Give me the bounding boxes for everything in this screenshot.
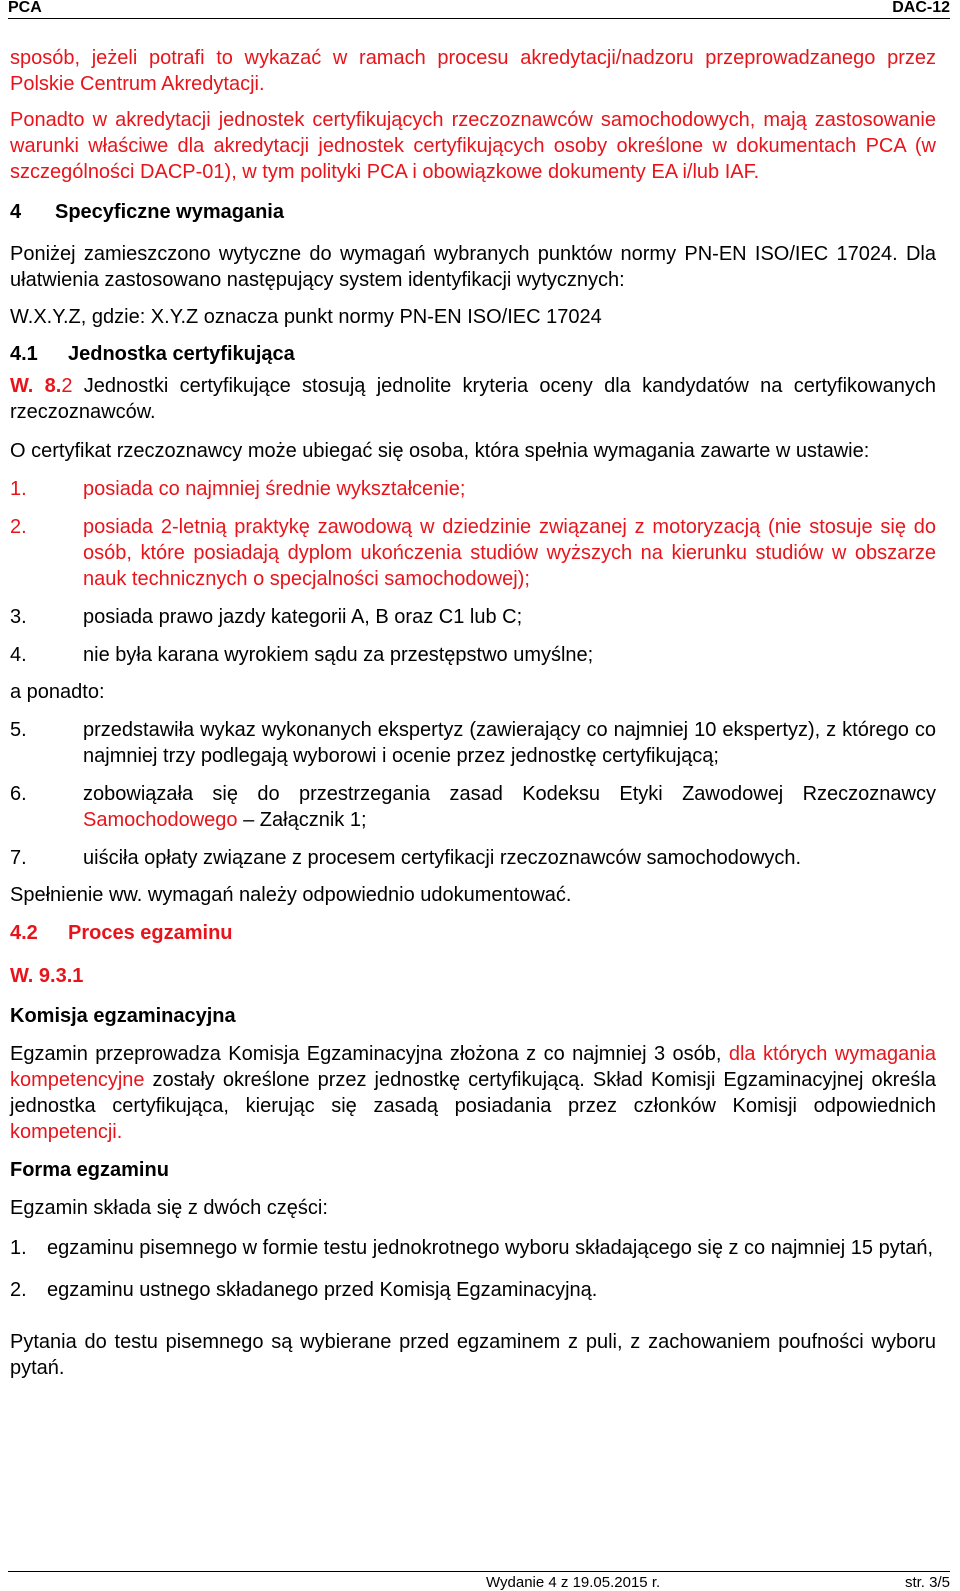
- list-item: 6. zobowiązała się do przestrzegania zasad Kodeksu Etyki Zawodowej Rzeczoznawcy Samochodowego – Załącznik 1;: [10, 783, 936, 831]
- section-title: Proces egzaminu: [68, 922, 233, 944]
- paragraph-documentation: Spełnienie ww. wymagań należy odpowiednio udokumentować.: [10, 884, 572, 906]
- header-doc-code: DAC-12: [892, 0, 950, 16]
- section-title: Specyficzne wymagania: [55, 201, 284, 223]
- paragraph-komisja: Egzamin przeprowadza Komisja Egzaminacyjna złożona z co najmniej 3 osób, dla których wymagania kompetencyjne zostały określone przez jednostkę certyfikującą. Skład Komisji Egzaminacyjnej określa jednostka certyfikująca, kierując się zasadą posiadania przez członków Komisji odpowiednich kompetencji.: [10, 1043, 936, 1143]
- section-number: 4: [10, 201, 22, 223]
- section-number: 4.2: [10, 922, 38, 944]
- header-org: PCA: [8, 0, 42, 16]
- subheading-komisja: Komisja egzaminacyjna: [10, 1005, 236, 1027]
- list-item: 4. nie była karana wyrokiem sądu za przestępstwo umyślne;: [10, 644, 594, 666]
- paragraph-questions: Pytania do testu pisemnego są wybierane przed egzaminem z puli, z zachowaniem poufności wyboru pytań.: [10, 1331, 936, 1379]
- list-item: 2. posiada 2-letnią praktykę zawodową w dziedzinie związanej z motoryzacją (nie stosuje się do osób, które posiadają dyplom ukończenia studiów wyższych na kierunku studiów w obszarze nauk technicznych o specjalności samochodowej);: [10, 516, 936, 590]
- page-header: [8, 0, 950, 19]
- list-item: 5. przedstawiła wykaz wykonanych ekspertyz (zawierający co najmniej 10 ekspertyz), z którego co najmniej trzy podlegają wyborowi i ocenie przez jednostkę certyfikującą;: [10, 719, 936, 767]
- section-4-heading: [10, 199, 936, 225]
- guideline-prefix: W. 8.: [10, 375, 62, 397]
- guideline-number: 2: [61, 375, 73, 397]
- list-item: 2. egzaminu ustnego składanego przed Komisją Egzaminacyjną.: [10, 1279, 598, 1301]
- paragraph-intro: Poniżej zamieszczono wytyczne do wymagań wybranych punktów normy PN-EN ISO/IEC 17024. Dla ułatwienia zastosowano następujący system identyfikacji wytycznych:: [10, 243, 936, 291]
- paragraph-exam-parts: Egzamin składa się z dwóch części:: [10, 1197, 328, 1219]
- guideline-w931: W. 9.3.1: [10, 965, 84, 987]
- document-body: [10, 45, 936, 1381]
- section-4-1-heading: [10, 341, 936, 367]
- subheading-forma: Forma egzaminu: [10, 1159, 169, 1181]
- section-title: Jednostka certyfikująca: [68, 343, 295, 365]
- list-item: 1. posiada co najmniej średnie wykształcenie;: [10, 478, 466, 500]
- list-item: 3. posiada prawo jazdy kategorii A, B oraz C1 lub C;: [10, 606, 523, 628]
- section-number: 4.1: [10, 343, 38, 365]
- footer-page-number: str. 3/5: [904, 1574, 950, 1591]
- section-4-2-heading: [10, 920, 936, 946]
- list-item: 7. uiściła opłaty związane z procesem certyfikacji rzeczoznawców samochodowych.: [10, 847, 802, 869]
- list-item: 1. egzaminu pisemnego w formie testu jednokrotnego wyboru składającego się z co najmniej 15 pytań,: [10, 1237, 934, 1259]
- guideline-text: Jednostki certyfikujące stosują jednolite kryteria oceny dla kandydatów na certyfikowanych rzeczoznawców.: [10, 375, 936, 423]
- paragraph-id-system: W.X.Y.Z, gdzie: X.Y.Z oznacza punkt normy PN-EN ISO/IEC 17024: [10, 306, 602, 328]
- footer-edition: Wydanie 4 z 19.05.2015 r.: [486, 1574, 661, 1591]
- paragraph-ponadto: Ponadto w akredytacji jednostek certyfikujących rzeczoznawców samochodowych, mają zastosowanie warunki właściwe dla akredytacji jednostek certyfikujących osoby określone w dokumentach PCA (w szczególności DACP-01), w tym polityki PCA i obowiązkowe dokumenty EA i/lub IAF.: [10, 109, 936, 183]
- paragraph-requirements: O certyfikat rzeczoznawcy może ubiegać się osoba, która spełnia wymagania zawarte w ustawie:: [10, 440, 870, 462]
- paragraph-accreditation: sposób, jeżeli potrafi to wykazać w ramach procesu akredytacji/nadzoru przeprowadzanego przez Polskie Centrum Akredytacji.: [10, 47, 936, 95]
- paragraph-a-ponadto: a ponadto:: [10, 681, 105, 703]
- guideline-w82: [10, 373, 936, 425]
- page-footer: [8, 1571, 950, 1590]
